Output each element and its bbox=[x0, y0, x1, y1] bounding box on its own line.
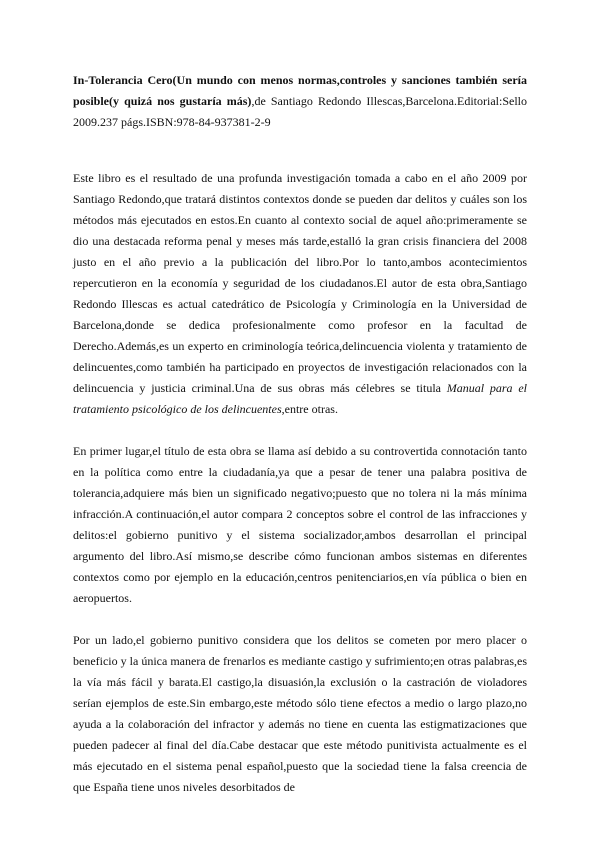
italic-book-title: Manual para el tratamiento psicológico de los delincuentes bbox=[73, 381, 527, 416]
paragraph-punitive-government: Por un lado,el gobierno punitivo considera que los delitos se cometen por mero placer o beneficio y la única manera de frenarlos es mediante castigo y sufrimiento;en otras palabras,es la vía más fácil y barata.El castigo,la disuasión,la exclusión o la castración de violadores serían ejemplos de este.Sin embargo,este método sólo tiene efectos a medio o largo plazo,no ayuda a la colaboración del infractor y además no tiene en cuenta las estigmatizaciones que pueden padecer al final del día.Cabe destacar que este método punitivista actualmente es el más ejecutado en el sistema penal español,puesto que la sociedad tiene la falsa creencia de que España tiene unos niveles desorbitados de bbox=[73, 633, 527, 794]
paragraph-intro-text: Este libro es el resultado de una profunda investigación tomada a cabo en el año 2009 por Santiago Redondo,que tratará distintos contextos donde se pueden dar delitos y cuáles son los métodos más ejecutados en estos.En cuanto al contexto social de aquel año:primeramente se dio una destacada reforma penal y meses más tarde,estalló la gran crisis financiera del 2008 justo en el año previo a la publicación del libro.Por lo tanto,ambos acontecimientos repercutieron en la economía y seguridad de los ciudadanos.El autor de esta obra,Santiago Redondo Illescas es actual catedrático de Psicología y Criminología en la Universidad de Barcelona,donde se dedica profesionalmente como profesor en la facultad de Derecho.Además,es un experto en criminología teórica,delincuencia violenta y tratamiento de delincuentes,como también ha participado en proyectos de investigación relacionados con la delincuencia y justicia criminal.Una de sus obras más célebres se titula bbox=[73, 171, 527, 395]
book-title: In-Tolerancia Cero(Un mundo con menos normas,controles y sanciones también sería posible(y quizá nos gustaría más) bbox=[73, 73, 527, 108]
book-publication-details: ,de Santiago Redondo Illescas,Barcelona.Editorial:Sello 2009.237 págs.ISBN:978-84-937381-2-9 bbox=[73, 94, 528, 129]
paragraph-intro bbox=[73, 168, 527, 420]
paragraph-title-meaning: En primer lugar,el título de esta obra se llama así debido a su controvertida connotación tanto en la política como entre la ciudadanía,ya que a pesar de tener una palabra positiva de tolerancia,adquiere más bien un significado negativo;puesto que no tolera ni la más mínima infracción.A continuación,el autor compara 2 conceptos sobre el control de las infracciones y delitos:el gobierno punitivo y el sistema socializador,ambos desarrollan el principal argumento del libro.Así mismo,se describe cómo funcionan ambos sistemas en diferentes contextos como por ejemplo en la educación,centros penitenciarios,en vía pública o bien en aeropuertos. bbox=[73, 444, 527, 605]
paragraph-intro-end: ,entre otras. bbox=[281, 402, 338, 416]
book-citation bbox=[73, 70, 527, 133]
